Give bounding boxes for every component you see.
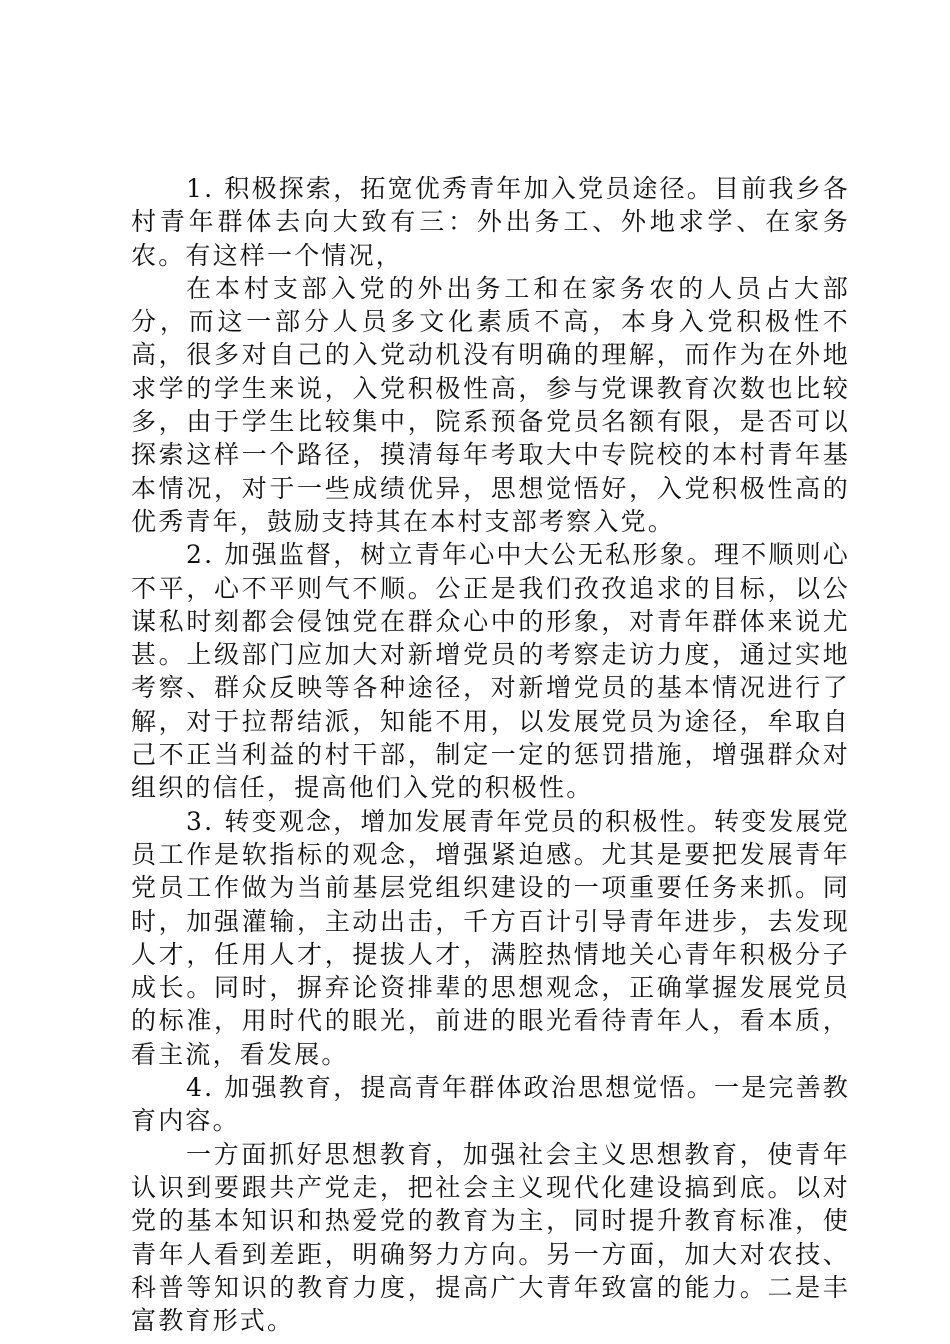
paragraph-1-explore-channels: 1. 积极探索，拓宽优秀青年加入党员途径。目前我乡各村青年群体去向大致有三：外出务工、外地求学、在家务农。有这样一个情况， (131, 174, 851, 270)
document-body (131, 172, 850, 1337)
paragraph-6-education-content: 一方面抓好思想教育，加强社会主义思想教育，使青年认识到要跟共产党走，把社会主义现代化建设搞到底。以对党的基本知识和热爱党的教育为主，同时提升教育标准，使青年人看到差距，明确努力方向。另一方面，加大对农技、科普等知识的教育力度，提高广大青年致富的能力。二是丰富教育形式。 (131, 1139, 850, 1336)
paragraph-5-strengthen-education: 4. 加强教育，提高青年群体政治思想觉悟。一是完善教育内容。 (131, 1073, 851, 1136)
paragraph-4-change-concepts: 3. 转变观念，增加发展青年党员的积极性。转变发展党员工作是软指标的观念，增强紧迫感。尤其是要把发展青年党员工作做为当前基层党组织建设的一项重要任务来抓。同时，加强灌输，主动出击，千方百计引导青年进步，去发现人才，任用人才，提拔人才，满腔热情地关心青年积极分子成长。同时，摒弃论资排辈的思想观念，正确掌握发展党员的标准，用时代的眼光，前进的眼光看待青年人，看本质，看主流，看发展。 (131, 806, 851, 1069)
paragraph-2-village-branch: 在本村支部入党的外出务工和在家务农的人员占大部分，而这一部分人员多文化素质不高，本身入党积极性不高，很多对自己的入党动机没有明确的理解，而作为在外地求学的学生来说，入党积极性高，参与党课教育次数也比较多，由于学生比较集中，院系预备党员名额有限，是否可以探索这样一个路径，摸清每年考取大中专院校的本村青年基本情况，对于一些成绩优异，思想觉悟好，入党积极性高的优秀青年，鼓励支持其在本村支部考察入党。 (131, 273, 850, 536)
paragraph-3-strengthen-supervision: 2. 加强监督，树立青年心中大公无私形象。理不顺则心不平，心不平则气不顺。公正是我们孜孜追求的目标，以公谋私时刻都会侵蚀党在群众心中的形象，对青年群体来说尤甚。上级部门应加大对新增党员的考察走访力度，通过实地考察、群众反映等各种途径，对新增党员的基本情况进行了解，对于拉帮结派，知能不用，以发展党员为途径，牟取自己不正当利益的村干部，制定一定的惩罚措施，增强群众对组织的信任，提高他们入党的积极性。 (131, 540, 851, 803)
